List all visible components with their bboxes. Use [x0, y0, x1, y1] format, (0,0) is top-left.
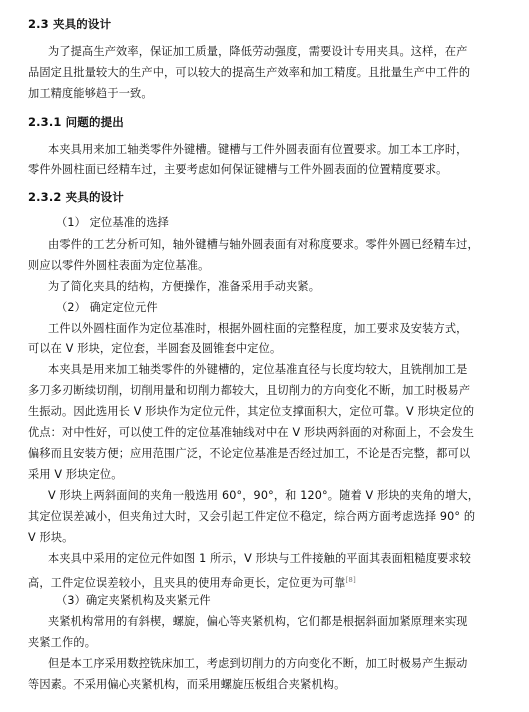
- paragraph-line: 可以在 V 形块，定位套，半圆套及圆锥套中定位。: [28, 342, 282, 355]
- subsection-title-3: （3）确定夹紧机构及夹紧元件: [56, 594, 211, 607]
- paragraph-line: 夹紧工作的。: [28, 636, 97, 649]
- paragraph-line: 本夹具中采用的定位元件如图 1 所示，V 形块与工件接触的平面其表面粗糙度要求较: [48, 552, 472, 565]
- paragraph-line: 夹紧机构常用的有斜楔，螺旋，偏心等夹紧机构，它们都是根据斜面加紧原理来实现: [48, 615, 468, 628]
- paragraph-line: 偏移而且安装方便；应用范围广泛，不论定位基准是否经过加工，不论是否完整，都可以: [28, 447, 471, 460]
- paragraph-line: 则应以零件外圆柱表面为定位基准。: [28, 259, 210, 272]
- subsection-title-2: （2） 确定定位元件: [56, 301, 158, 314]
- paragraph-line: V 形块。: [28, 531, 74, 544]
- paragraph-line: 加工精度能够趋于一致。: [28, 87, 153, 100]
- paragraph-line: 但是本工序采用数控铣床加工，考虑到切削力的方向变化不断，加工时极易产生振动: [48, 657, 468, 670]
- section-heading-2-3: 2.3 夹具的设计: [28, 17, 112, 31]
- section-heading-2-3-2: 2.3.2 夹具的设计: [28, 190, 124, 204]
- paragraph-text: 高，工件定位误差较小，且夹具的使用寿命更长，定位更为可靠: [28, 576, 346, 590]
- paragraph-line: 由零件的工艺分析可知，轴外键槽与轴外圆表面有对称度要求。零件外圆已经精车过，: [48, 238, 479, 251]
- paragraph-line: 其定位误差减小，但夹角过大时，又会引起工件定位不稳定，综合两方面考虑选择 90° 的: [28, 510, 476, 523]
- paragraph-line: 为了提高生产效率，保证加工质量，降低劳动强度，需要设计专用夹具。这样，在产: [48, 45, 468, 58]
- paragraph-line: 多刀多刃断续切削，切削用量和切削力都较大，且切削力的方向变化不断，加工时极易产: [28, 384, 471, 397]
- paragraph-line: 生振动。因此选用长 V 形块作为定位元件，其定位支撑面积大，定位可靠。V 形块定位的: [28, 405, 475, 418]
- paragraph-line: 等因素。不采用偏心夹紧机构，而采用螺旋压板组合夹紧机构。: [28, 678, 346, 691]
- paragraph-line-with-citation: [28, 573, 500, 591]
- paragraph-line: 采用 V 形块定位。: [28, 468, 123, 481]
- paragraph-line: 工件以外圆柱面作为定位基准时，根据外圆柱面的完整程度，加工要求及安装方式，: [48, 322, 468, 335]
- section-heading-2-3-1: 2.3.1 问题的提出: [28, 115, 124, 129]
- paragraph-line: 为了简化夹具的结构，方便操作，准备采用手动夹紧。: [48, 280, 321, 293]
- paragraph-line: 本夹具是用来加工轴类零件的外键槽的，定位基准直径与长度均较大，且铣削加工是: [48, 363, 468, 376]
- paragraph-line: 品固定且批量较大的生产中，可以较大的提高生产效率和加工精度。且批量生产中工件的: [28, 66, 471, 79]
- subsection-title-1: （1） 定位基准的选择: [56, 216, 170, 229]
- paragraph-line: 零件外圆柱面已经精车过，主要考虑如何保证键槽与工件外圆表面的位置精度要求。: [28, 163, 448, 176]
- paragraph-line: 优点：对中性好，可以使工件的定位基准轴线对中在 V 形块两斜面的对称面上，不会发生: [28, 426, 475, 439]
- paragraph-line: 本夹具用来加工轴类零件外键槽。键槽与工件外圆表面有位置要求。加工本工序时，: [48, 143, 468, 156]
- paragraph-line: V 形块上两斜面间的夹角一般选用 60°，90°，和 120°。随着 V 形块的夹角的增大，: [48, 489, 480, 502]
- citation-ref: [8]: [345, 576, 356, 584]
